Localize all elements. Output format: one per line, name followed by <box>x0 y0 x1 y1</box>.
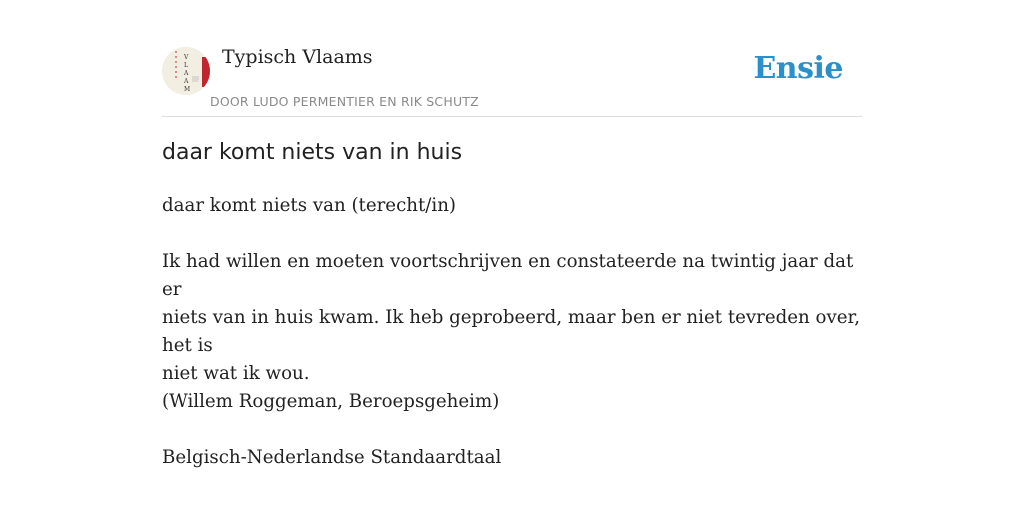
entry-definition: daar komt niets van (terecht/in) <box>162 195 457 216</box>
quote-line-3: niet wat ik wou. <box>162 363 310 384</box>
entry-card <box>162 0 862 468</box>
entry-category: Belgisch-Nederlandse Standaardtaal <box>162 447 502 468</box>
book-cover-icon <box>162 47 210 95</box>
entry-body <box>162 192 862 472</box>
svg-text:L: L <box>184 62 188 69</box>
entry-title: daar komt niets van in huis <box>162 140 463 165</box>
svg-text:V: V <box>184 54 189 61</box>
header <box>162 0 862 117</box>
svg-text:A: A <box>184 78 189 85</box>
ensie-logo-link[interactable]: Ensie <box>753 51 843 86</box>
quote-line-2: niets van in huis kwam. Ik heb geprobeerd, maar ben er niet tevreden over, het is <box>162 307 860 356</box>
quote-line-1: Ik had willen en moeten voortschrijven en constateerde na twintig jaar dat er <box>162 251 854 300</box>
quote-source: (Willem Roggeman, Beroepsgeheim) <box>162 391 500 412</box>
dictionary-title[interactable]: Typisch Vlaams <box>222 46 373 68</box>
spacer <box>162 220 862 248</box>
svg-text:M: M <box>184 86 191 93</box>
dictionary-authors: DOOR LUDO PERMENTIER EN RIK SCHUTZ <box>210 94 479 109</box>
spacer <box>162 416 862 444</box>
dictionary-logo[interactable] <box>162 47 210 95</box>
svg-text:A: A <box>184 70 189 77</box>
